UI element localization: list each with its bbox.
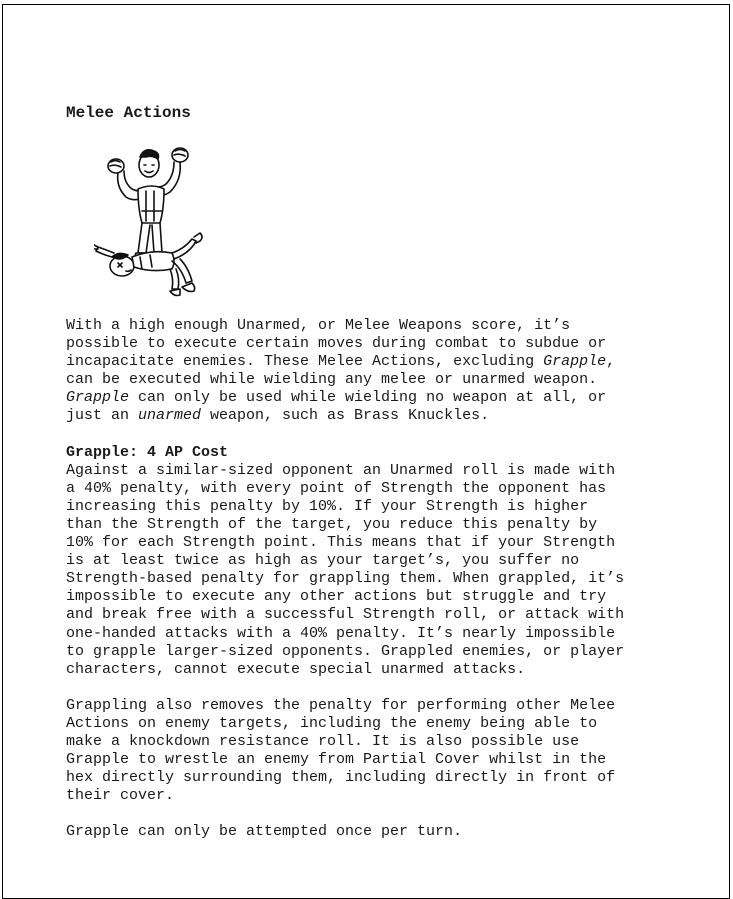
grapple-line: Strength-based penalty for grappling them. When grappled, it’s <box>66 570 625 588</box>
page-content <box>66 103 676 841</box>
grapple-line: a 40% penalty, with every point of Strength the opponent has <box>66 479 607 497</box>
document-page <box>2 4 730 899</box>
grapple-line: to grapple larger-sized opponents. Grappled enemies, or player <box>66 642 625 660</box>
grapple-line: Against a similar-sized opponent an Unarmed roll is made with <box>66 461 616 479</box>
grapple-line: one-handed attacks with a 40% penalty. It’s nearly impossible <box>66 624 616 642</box>
grapple-paragraph-1 <box>66 462 676 679</box>
grapple-line: hex directly surrounding them, including directly in front of <box>66 769 616 787</box>
vault-boy-wrestling-illustration <box>94 141 212 303</box>
grapple-line: Grapple to wrestle an enemy from Partial Cover whilst in the <box>66 751 607 769</box>
grapple-line: impossible to execute any other actions but struggle and try <box>66 588 607 606</box>
grapple-heading: Grapple: 4 AP Cost <box>66 443 229 461</box>
grapple-line: characters, cannot execute special unarmed attacks. <box>66 660 526 678</box>
intro-line: Grapple can only be used while wielding no weapon at all, or <box>66 389 607 407</box>
intro-line: can be executed while wielding any melee or unarmed weapon. <box>66 371 598 389</box>
intro-line: just an unarmed weapon, such as Brass Knuckles. <box>66 407 490 425</box>
grapple-line: their cover. <box>66 787 175 805</box>
grapple-line: 10% for each Strength point. This means that if your Strength <box>66 534 616 552</box>
intro-line: possible to execute certain moves during combat to subdue or <box>66 335 607 353</box>
grapple-line: make a knockdown resistance roll. It is also possible use <box>66 732 580 750</box>
grapple-line: and break free with a successful Strength roll, or attack with <box>66 606 625 624</box>
grapple-line: than the Strength of the target, you reduce this penalty by <box>66 515 598 533</box>
standing-figure <box>108 148 188 259</box>
grapple-line: increasing this penalty by 10%. If your Strength is higher <box>66 497 589 515</box>
intro-line: incapacitate enemies. These Melee Actions, excluding Grapple, <box>66 353 616 371</box>
grapple-paragraph-2 <box>66 697 676 806</box>
grapple-line: is at least twice as high as your target’s, you suffer no <box>66 552 580 570</box>
intro-line: With a high enough Unarmed, or Melee Weapons score, it’s <box>66 317 571 334</box>
grapple-line: Grappling also removes the penalty for performing other Melee <box>66 696 616 714</box>
intro-paragraph <box>66 317 676 426</box>
grapple-line: Actions on enemy targets, including the enemy being able to <box>66 714 598 732</box>
section-heading: Melee Actions <box>66 104 191 122</box>
grapple-paragraph-3: Grapple can only be attempted once per turn. <box>66 823 463 841</box>
